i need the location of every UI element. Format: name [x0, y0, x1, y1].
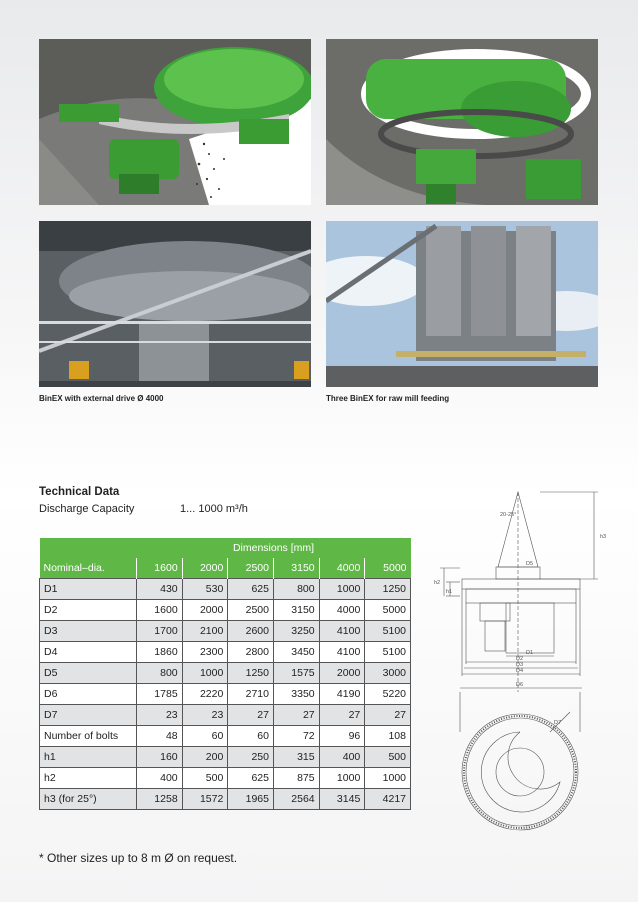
table-cell: 5100: [365, 621, 411, 642]
table-cell: 27: [228, 705, 274, 726]
table-row: [40, 663, 411, 684]
table-row: [40, 642, 411, 663]
table-cell: 1000: [319, 579, 365, 600]
table-cell: 2564: [273, 789, 319, 810]
table-row: [40, 621, 411, 642]
table-cell: 800: [273, 579, 319, 600]
table-cell: 3350: [273, 684, 319, 705]
table-cell: 500: [182, 768, 228, 789]
label-h3: h3: [600, 534, 607, 540]
row-label: D1: [40, 579, 137, 600]
row-label: D7: [40, 705, 137, 726]
table-cell: 60: [182, 726, 228, 747]
table-cell: 2600: [228, 621, 274, 642]
table-cell: 625: [228, 579, 274, 600]
photo-three-binex-raw-mill: [326, 221, 598, 387]
table-cell: 1250: [365, 579, 411, 600]
table-cell: 160: [137, 747, 183, 768]
table-cell: 27: [319, 705, 365, 726]
table-cell: 250: [228, 747, 274, 768]
row-label: D6: [40, 684, 137, 705]
table-cell: 400: [137, 768, 183, 789]
label-d7: D7: [554, 720, 562, 726]
table-cell: 27: [365, 705, 411, 726]
table-cell: 4100: [319, 621, 365, 642]
label-d5: D5: [526, 561, 534, 567]
label-d3: D3: [516, 662, 524, 668]
row-label: Number of bolts: [40, 726, 137, 747]
table-cell: 400: [319, 747, 365, 768]
row-label: h1: [40, 747, 137, 768]
table-cell: 23: [137, 705, 183, 726]
photo-render-gear-ring: [326, 39, 598, 205]
row-label: D4: [40, 642, 137, 663]
table-cell: 800: [137, 663, 183, 684]
technical-drawing: [430, 482, 610, 860]
table-cell: 1250: [228, 663, 274, 684]
photo-render-external-drive: [39, 39, 311, 205]
table-cell: 1000: [365, 768, 411, 789]
footnote: * Other sizes up to 8 m Ø on request.: [39, 851, 238, 865]
row-label: h2: [40, 768, 137, 789]
table-cell: 96: [319, 726, 365, 747]
table-cell: 60: [228, 726, 274, 747]
column-header: 2500: [228, 558, 274, 579]
table-cell: 530: [182, 579, 228, 600]
nominal-dia-header: Nominal–dia.: [40, 558, 137, 579]
caption-left: BinEX with external drive Ø 4000: [39, 394, 164, 403]
column-header: 5000: [365, 558, 411, 579]
table-row: [40, 684, 411, 705]
table-cell: 1860: [137, 642, 183, 663]
table-cell: 4000: [319, 600, 365, 621]
table-cell: 3250: [273, 621, 319, 642]
technical-data-title: Technical Data: [39, 486, 120, 498]
table-row: [40, 789, 411, 810]
table-cell: 48: [137, 726, 183, 747]
table-cell: 5100: [365, 642, 411, 663]
table-row: [40, 600, 411, 621]
label-h2: h2: [434, 580, 441, 586]
table-cell: 4190: [319, 684, 365, 705]
table-cell: 2500: [228, 600, 274, 621]
table-cell: 27: [273, 705, 319, 726]
table-cell: 200: [182, 747, 228, 768]
table-cell: 315: [273, 747, 319, 768]
column-header: 2000: [182, 558, 228, 579]
table-row: [40, 705, 411, 726]
label-d1: D1: [526, 650, 534, 656]
table-cell: 3450: [273, 642, 319, 663]
caption-right: Three BinEX for raw mill feeding: [326, 394, 450, 403]
discharge-capacity-label: Discharge Capacity: [39, 503, 135, 515]
table-cell: 4217: [365, 789, 411, 810]
label-d4: D4: [516, 668, 524, 674]
table-header-blank: [40, 538, 137, 558]
table-cell: 3145: [319, 789, 365, 810]
table-cell: 1700: [137, 621, 183, 642]
table-cell: 1000: [182, 663, 228, 684]
table-cell: 2300: [182, 642, 228, 663]
table-cell: 2000: [182, 600, 228, 621]
table-cell: 5000: [365, 600, 411, 621]
table-cell: 625: [228, 768, 274, 789]
table-cell: 3000: [365, 663, 411, 684]
table-cell: 4100: [319, 642, 365, 663]
table-cell: 2000: [319, 663, 365, 684]
table-cell: 430: [137, 579, 183, 600]
column-header: 1600: [137, 558, 183, 579]
table-cell: 108: [365, 726, 411, 747]
row-label: h3 (for 25°): [40, 789, 137, 810]
table-row: [40, 579, 411, 600]
table-cell: 1575: [273, 663, 319, 684]
table-cell: 875: [273, 768, 319, 789]
table-cell: 2710: [228, 684, 274, 705]
table-cell: 23: [182, 705, 228, 726]
dimensions-table: [39, 538, 411, 810]
table-row: [40, 747, 411, 768]
table-cell: 1785: [137, 684, 183, 705]
row-label: D2: [40, 600, 137, 621]
table-cell: 2100: [182, 621, 228, 642]
table-cell: 1000: [319, 768, 365, 789]
photo-binex-external-drive: [39, 221, 311, 387]
row-label: D3: [40, 621, 137, 642]
label-h1: h1: [446, 589, 453, 595]
discharge-capacity-value: 1... 1000 m³/h: [180, 503, 248, 515]
column-header: 3150: [273, 558, 319, 579]
table-cell: 3150: [273, 600, 319, 621]
label-d6: D6: [516, 682, 524, 688]
table-cell: 5220: [365, 684, 411, 705]
table-cell: 1965: [228, 789, 274, 810]
table-cell: 1258: [137, 789, 183, 810]
table-cell: 500: [365, 747, 411, 768]
table-cell: 1600: [137, 600, 183, 621]
table-cell: 1572: [182, 789, 228, 810]
table-row: [40, 768, 411, 789]
row-label: D5: [40, 663, 137, 684]
label-angle: 20-25°: [500, 512, 517, 518]
table-cell: 72: [273, 726, 319, 747]
dimensions-group-header: Dimensions [mm]: [137, 538, 411, 558]
column-header: 4000: [319, 558, 365, 579]
table-cell: 2220: [182, 684, 228, 705]
table-row: [40, 726, 411, 747]
table-cell: 2800: [228, 642, 274, 663]
label-d2: D2: [516, 656, 524, 662]
